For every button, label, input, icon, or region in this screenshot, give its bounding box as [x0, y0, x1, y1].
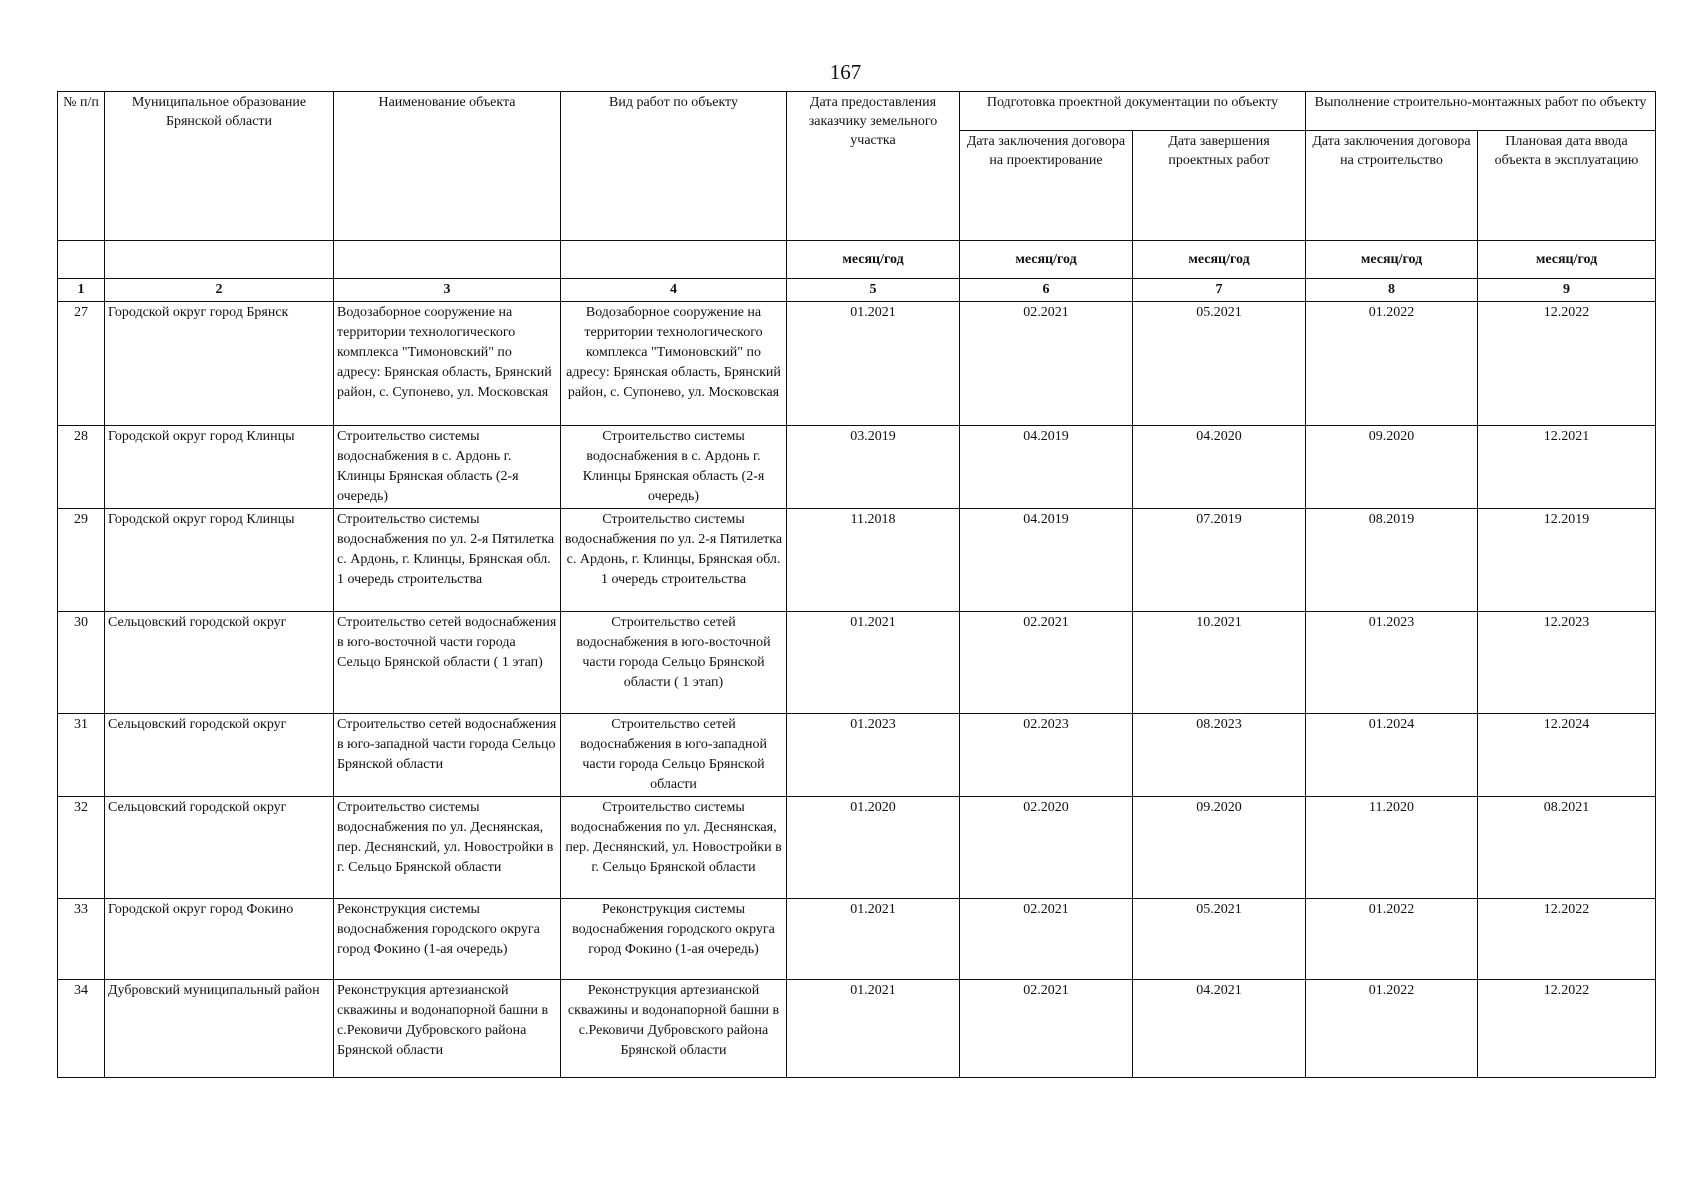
land-date-cell: 01.2021 — [787, 612, 960, 714]
municipality-cell: Городской округ город Брянск — [105, 302, 334, 426]
unit-label: месяц/год — [1306, 241, 1478, 279]
design-finish-date-cell: 05.2021 — [1133, 899, 1306, 980]
land-date-cell: 03.2019 — [787, 426, 960, 509]
header-work-type: Вид работ по объекту — [561, 92, 787, 241]
header-unit-blank — [561, 241, 787, 279]
table-row — [58, 714, 1656, 797]
land-date-cell: 01.2020 — [787, 797, 960, 899]
header-municipality: Муниципальное образование Брянской области — [105, 92, 334, 241]
row-number: 33 — [58, 899, 105, 980]
object-name-cell: Реконструкция системы водоснабжения городского округа город Фокино (1-ая очередь) — [334, 899, 561, 980]
land-date-cell: 01.2023 — [787, 714, 960, 797]
column-number: 5 — [787, 279, 960, 302]
design-contract-date-cell: 02.2023 — [960, 714, 1133, 797]
object-name-cell: Строительство сетей водоснабжения в юго-западной части города Сельцо Брянской области — [334, 714, 561, 797]
row-number: 29 — [58, 509, 105, 612]
municipality-cell: Сельцовский городской округ — [105, 797, 334, 899]
column-number: 9 — [1478, 279, 1656, 302]
unit-label: месяц/год — [960, 241, 1133, 279]
build-contract-date-cell: 01.2023 — [1306, 612, 1478, 714]
work-type-cell: Строительство сетей водоснабжения в юго-восточной части города Сельцо Брянской области ( 1 этап) — [561, 612, 787, 714]
build-contract-date-cell: 08.2019 — [1306, 509, 1478, 612]
header-unit-blank — [58, 241, 105, 279]
build-contract-date-cell: 09.2020 — [1306, 426, 1478, 509]
design-contract-date-cell: 02.2021 — [960, 612, 1133, 714]
design-finish-date-cell: 07.2019 — [1133, 509, 1306, 612]
work-type-cell: Строительство системы водоснабжения в с. Ардонь г. Клинцы Брянская область (2-я очередь) — [561, 426, 787, 509]
build-contract-date-cell: 01.2024 — [1306, 714, 1478, 797]
work-type-cell: Реконструкция системы водоснабжения городского округа город Фокино (1-ая очередь) — [561, 899, 787, 980]
commission-date-cell: 12.2019 — [1478, 509, 1656, 612]
land-date-cell: 01.2021 — [787, 980, 960, 1078]
table-row — [58, 899, 1656, 980]
design-contract-date-cell: 04.2019 — [960, 426, 1133, 509]
header-unit-blank — [334, 241, 561, 279]
column-number: 6 — [960, 279, 1133, 302]
header-design-contract-date: Дата заключения договора на проектирование — [960, 131, 1133, 241]
work-type-cell: Водозаборное сооружение на территории технологического комплекса "Тимоновский" по адресу: Брянская область, Брянский район, с. Супонево, ул. Московская — [561, 302, 787, 426]
schedule-table — [57, 91, 1656, 1078]
design-finish-date-cell: 04.2021 — [1133, 980, 1306, 1078]
header-object-name: Наименование объекта — [334, 92, 561, 241]
build-contract-date-cell: 01.2022 — [1306, 980, 1478, 1078]
header-design-group: Подготовка проектной документации по объекту — [960, 92, 1306, 131]
header-commission-date: Плановая дата ввода объекта в эксплуатацию — [1478, 131, 1656, 241]
land-date-cell: 01.2021 — [787, 302, 960, 426]
table-row — [58, 426, 1656, 509]
commission-date-cell: 12.2024 — [1478, 714, 1656, 797]
header-design-finish-date: Дата завершения проектных работ — [1133, 131, 1306, 241]
row-number: 31 — [58, 714, 105, 797]
commission-date-cell: 12.2023 — [1478, 612, 1656, 714]
row-number: 32 — [58, 797, 105, 899]
row-number: 28 — [58, 426, 105, 509]
column-number: 8 — [1306, 279, 1478, 302]
land-date-cell: 11.2018 — [787, 509, 960, 612]
column-number: 4 — [561, 279, 787, 302]
design-finish-date-cell: 08.2023 — [1133, 714, 1306, 797]
table-row — [58, 612, 1656, 714]
object-name-cell: Строительство сетей водоснабжения в юго-восточной части города Сельцо Брянской области ( 1 этап) — [334, 612, 561, 714]
design-contract-date-cell: 02.2021 — [960, 980, 1133, 1078]
column-number: 3 — [334, 279, 561, 302]
land-date-cell: 01.2021 — [787, 899, 960, 980]
table-row — [58, 509, 1656, 612]
commission-date-cell: 08.2021 — [1478, 797, 1656, 899]
build-contract-date-cell: 01.2022 — [1306, 302, 1478, 426]
header-build-group: Выполнение строительно-монтажных работ по объекту — [1306, 92, 1656, 131]
object-name-cell: Строительство системы водоснабжения в с. Ардонь г. Клинцы Брянская область (2-я очередь) — [334, 426, 561, 509]
object-name-cell: Строительство системы водоснабжения по ул. 2-я Пятилетка с. Ардонь, г. Клинцы, Брянская обл. 1 очередь строительства — [334, 509, 561, 612]
object-name-cell: Водозаборное сооружение на территории технологического комплекса "Тимоновский" по адресу: Брянская область, Брянский район, с. Супонево, ул. Московская — [334, 302, 561, 426]
object-name-cell: Реконструкция артезианской скважины и водонапорной башни в с.Рековичи Дубровского района Брянской области — [334, 980, 561, 1078]
commission-date-cell: 12.2022 — [1478, 302, 1656, 426]
row-number: 34 — [58, 980, 105, 1078]
header-no: № п/п — [58, 92, 105, 241]
commission-date-cell: 12.2022 — [1478, 980, 1656, 1078]
municipality-cell: Сельцовский городской округ — [105, 714, 334, 797]
table-row — [58, 797, 1656, 899]
design-contract-date-cell: 02.2021 — [960, 302, 1133, 426]
header-land-date: Дата предоставления заказчику земельного участка — [787, 92, 960, 241]
design-contract-date-cell: 02.2020 — [960, 797, 1133, 899]
column-number: 2 — [105, 279, 334, 302]
municipality-cell: Городской округ город Клинцы — [105, 426, 334, 509]
unit-label: месяц/год — [1133, 241, 1306, 279]
design-finish-date-cell: 09.2020 — [1133, 797, 1306, 899]
municipality-cell: Сельцовский городской округ — [105, 612, 334, 714]
row-number: 30 — [58, 612, 105, 714]
design-finish-date-cell: 04.2020 — [1133, 426, 1306, 509]
design-finish-date-cell: 05.2021 — [1133, 302, 1306, 426]
column-number: 1 — [58, 279, 105, 302]
table-row — [58, 302, 1656, 426]
unit-label: месяц/год — [787, 241, 960, 279]
work-type-cell: Реконструкция артезианской скважины и водонапорной башни в с.Рековичи Дубровского района Брянской области — [561, 980, 787, 1078]
design-contract-date-cell: 02.2021 — [960, 899, 1133, 980]
work-type-cell: Строительство системы водоснабжения по ул. 2-я Пятилетка с. Ардонь, г. Клинцы, Брянская обл. 1 очередь строительства — [561, 509, 787, 612]
design-finish-date-cell: 10.2021 — [1133, 612, 1306, 714]
page-number: 167 — [829, 60, 862, 84]
work-type-cell: Строительство сетей водоснабжения в юго-западной части города Сельцо Брянской области — [561, 714, 787, 797]
work-type-cell: Строительство системы водоснабжения по ул. Деснянская, пер. Деснянский, ул. Новостройки в г. Сельцо Брянской области — [561, 797, 787, 899]
object-name-cell: Строительство системы водоснабжения по ул. Деснянская, пер. Деснянский, ул. Новостройки в г. Сельцо Брянской области — [334, 797, 561, 899]
unit-label: месяц/год — [1478, 241, 1656, 279]
commission-date-cell: 12.2022 — [1478, 899, 1656, 980]
row-number: 27 — [58, 302, 105, 426]
column-number: 7 — [1133, 279, 1306, 302]
table-row — [58, 980, 1656, 1078]
header-unit-blank — [105, 241, 334, 279]
build-contract-date-cell: 01.2022 — [1306, 899, 1478, 980]
header-build-contract-date: Дата заключения договора на строительство — [1306, 131, 1478, 241]
municipality-cell: Городской округ город Фокино — [105, 899, 334, 980]
build-contract-date-cell: 11.2020 — [1306, 797, 1478, 899]
municipality-cell: Дубровский муниципальный район — [105, 980, 334, 1078]
commission-date-cell: 12.2021 — [1478, 426, 1656, 509]
design-contract-date-cell: 04.2019 — [960, 509, 1133, 612]
municipality-cell: Городской округ город Клинцы — [105, 509, 334, 612]
